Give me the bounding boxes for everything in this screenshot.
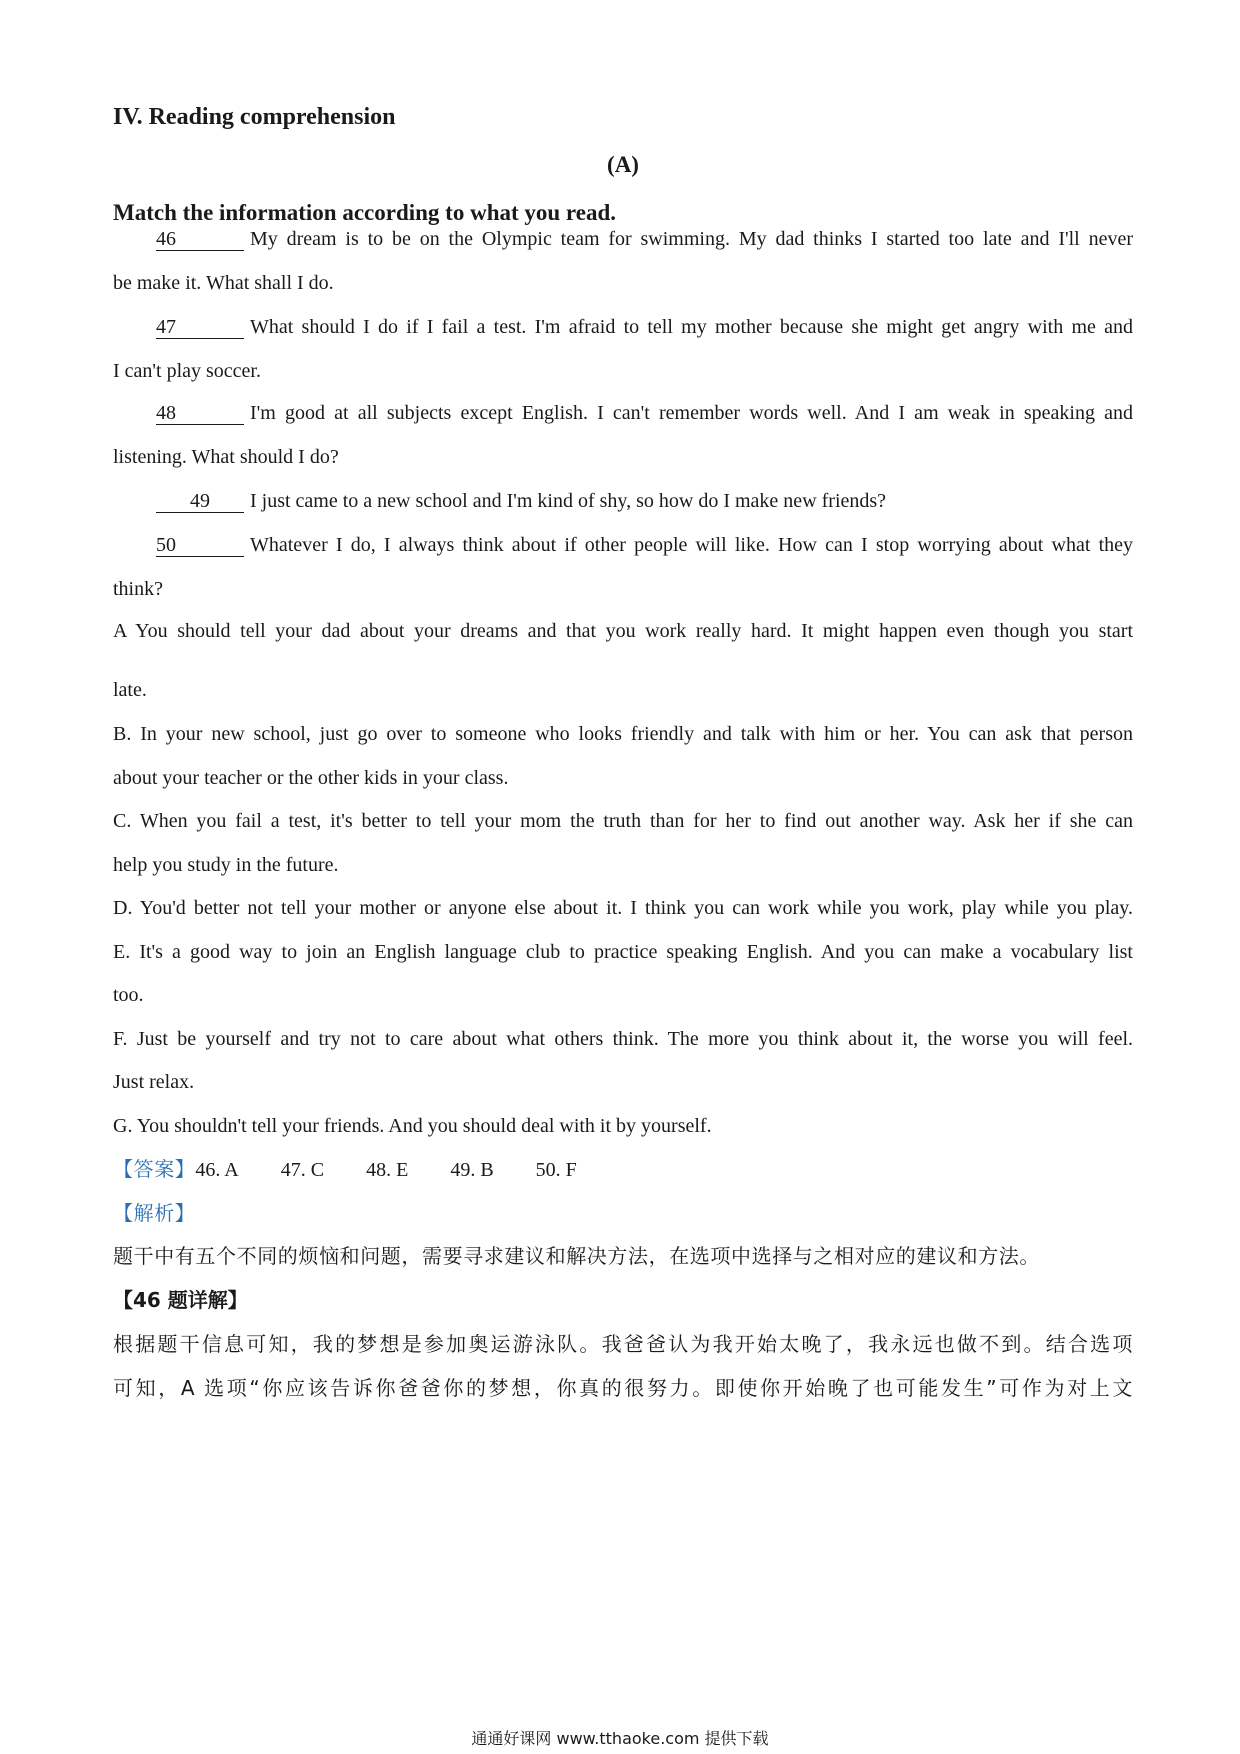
option-b-line1: B. In your new school, just go over to someone who looks friendly and talk with him or her. You can ask that person <box>113 723 1133 745</box>
option-a-line2: late. <box>113 679 147 701</box>
question-50-line1 <box>113 532 1133 558</box>
detail-46-line1: 根据题干信息可知，我的梦想是参加奥运游泳队。我爸爸认为我开始太晚了，我永远也做不到。结合选项 <box>113 1332 1133 1356</box>
analysis-label-row <box>113 1200 1133 1227</box>
question-text: I'm good at all subjects except English. I can't remember words well. And I am weak in speaking and <box>250 402 1133 424</box>
answer-label: 【答案】 <box>113 1157 196 1181</box>
question-text: Whatever I do, I always think about if other people will like. How can I stop worrying about what they <box>250 534 1133 556</box>
answer-item: 48. E <box>366 1159 409 1181</box>
answer-item: 49. B <box>450 1159 494 1181</box>
answer-item: 50. F <box>535 1159 577 1181</box>
answer-blank-48[interactable]: 48 <box>156 402 244 425</box>
question-50-line2: think? <box>113 578 163 600</box>
answer-blank-47[interactable]: 47 <box>156 316 244 339</box>
option-a-line1: A You should tell your dad about your dreams and that you work really hard. It might happen even though you start <box>113 620 1133 642</box>
page-footer: 通通好课网 www.tthaoke.com 提供下载 <box>471 1729 769 1748</box>
option-f-line2: Just relax. <box>113 1071 195 1093</box>
analysis-label: 【解析】 <box>113 1201 196 1225</box>
question-47-line2: I can't play soccer. <box>113 360 261 382</box>
passage-label: (A) <box>607 152 639 177</box>
detail-46-label: 【46 题详解】 <box>113 1288 248 1312</box>
option-c-line2: help you study in the future. <box>113 854 339 876</box>
question-text: What should I do if I fail a test. I'm afraid to tell my mother because she might get angry with me and <box>250 316 1133 338</box>
question-46-line1 <box>113 226 1133 252</box>
answer-row <box>113 1156 1133 1183</box>
question-46-line2: be make it. What shall I do. <box>113 272 334 294</box>
answer-blank-50[interactable]: 50 <box>156 534 244 557</box>
option-e-line2: too. <box>113 984 144 1006</box>
option-b-line2: about your teacher or the other kids in your class. <box>113 767 509 789</box>
option-f-line1: F. Just be yourself and try not to care about what others think. The more you think about it, the worse you will feel. <box>113 1028 1133 1050</box>
instruction-heading: Match the information according to what you read. <box>113 200 616 225</box>
option-g-line1: G. You shouldn't tell your friends. And you should deal with it by yourself. <box>113 1115 712 1137</box>
option-e-line1: E. It's a good way to join an English language club to practice speaking English. And you can make a vocabulary list <box>113 941 1133 963</box>
question-48-line1 <box>113 400 1133 426</box>
answer-blank-46[interactable]: 46 <box>156 228 244 251</box>
question-text: I just came to a new school and I'm kind of shy, so how do I make new friends? <box>250 490 887 512</box>
option-d-line1: D. You'd better not tell your mother or anyone else about it. I think you can work while you work, play while you play. <box>113 897 1133 919</box>
detail-46-line2: 可知，A 选项“你应该告诉你爸爸你的梦想，你真的很努力。即使你开始晚了也可能发生”可作为对上文 <box>113 1376 1133 1400</box>
answer-item: 46. A <box>195 1159 239 1181</box>
analysis-summary: 题干中有五个不同的烦恼和问题，需要寻求建议和解决方法，在选项中选择与之相对应的建议和方法。 <box>113 1244 1040 1268</box>
answer-item: 47. C <box>280 1159 325 1181</box>
section-title: IV. Reading comprehension <box>113 104 396 130</box>
question-text: My dream is to be on the Olympic team for swimming. My dad thinks I started too late and I'll never <box>250 228 1133 250</box>
option-c-line1: C. When you fail a test, it's better to tell your mom the truth than for her to find out another way. Ask her if she can <box>113 810 1133 832</box>
question-47-line1 <box>113 314 1133 340</box>
answer-blank-49[interactable]: 49 <box>156 490 244 513</box>
question-49-line1 <box>113 488 1133 514</box>
question-48-line2: listening. What should I do? <box>113 446 339 468</box>
